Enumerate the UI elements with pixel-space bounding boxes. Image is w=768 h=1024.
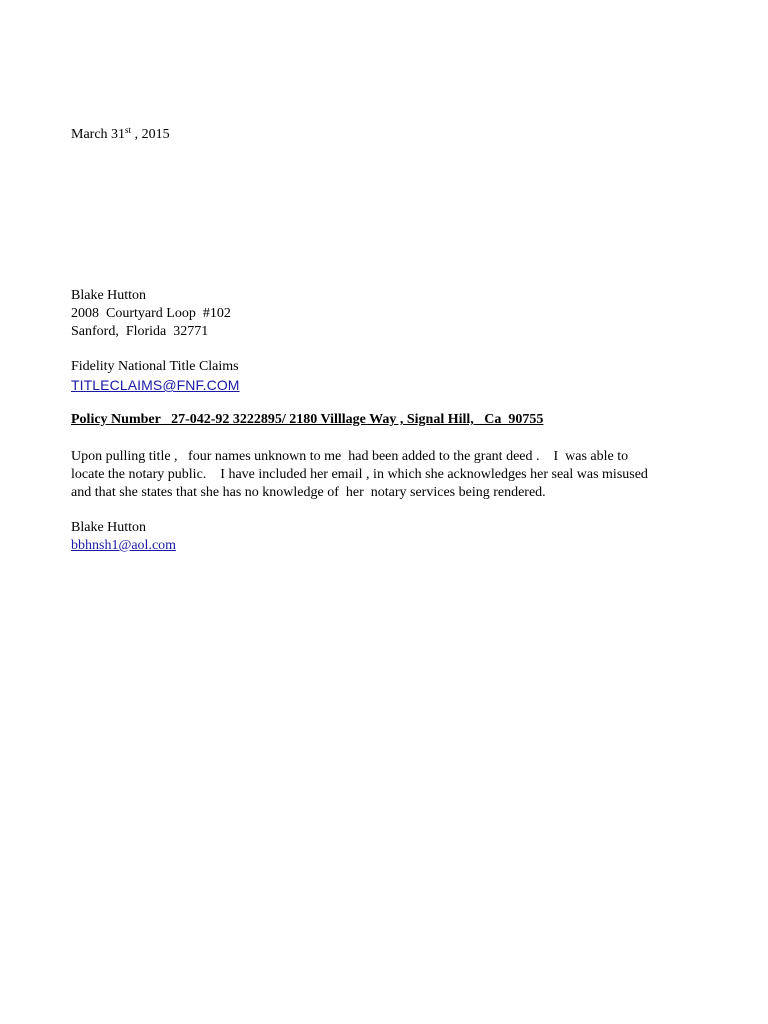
letter-date — [71, 126, 170, 144]
body-line-2: locate the notary public. I have included her email , in which she acknowledges her seal was misused — [71, 467, 648, 482]
sender-address-line2: Sanford, Florida 32771 — [71, 324, 209, 339]
body-line-1: Upon pulling title , four names unknown to me had been added to the grant deed . I was able to — [71, 449, 629, 464]
date-ordinal-suffix: st — [125, 125, 132, 135]
body-line-3: and that she states that she has no knowledge of her notary services being rendered. — [71, 485, 546, 500]
recipient-email-line — [71, 376, 240, 394]
sender-address-line1: 2008 Courtyard Loop #102 — [71, 306, 231, 321]
date-year: , 2015 — [131, 127, 170, 142]
recipient-company: Fidelity National Title Claims — [71, 359, 239, 374]
recipient-email-link[interactable]: TITLECLAIMS@FNF.COM — [71, 377, 240, 393]
signature-email-line — [71, 537, 176, 555]
sender-name: Blake Hutton — [71, 288, 147, 303]
policy-number-line: Policy Number 27-042-92 3222895/ 2180 Villlage Way , Signal Hill, Ca 90755 — [71, 412, 544, 427]
signature-name: Blake Hutton — [71, 520, 147, 535]
signature-email-link[interactable]: bbhnsh1@aol.com — [71, 538, 177, 553]
date-month-day: March 31 — [71, 127, 126, 142]
